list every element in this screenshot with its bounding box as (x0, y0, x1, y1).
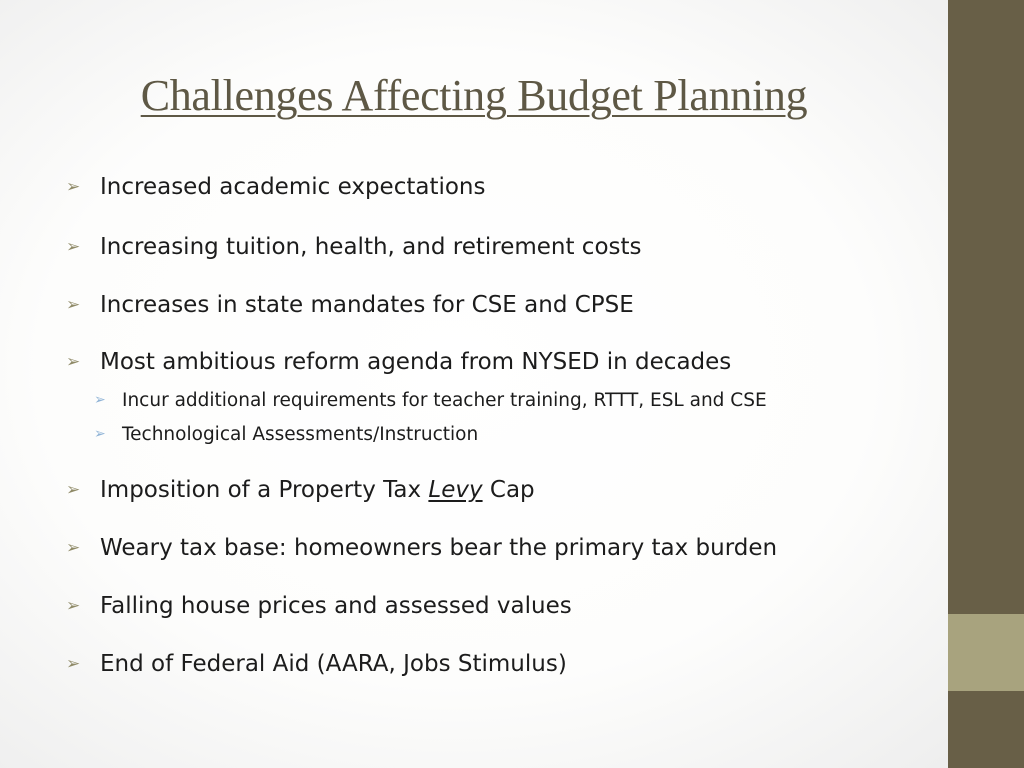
bullet-item (66, 531, 777, 565)
arrow-bullet-icon: ➢ (66, 177, 81, 197)
bullet-item (66, 345, 731, 379)
arrow-bullet-icon: ➢ (66, 237, 81, 257)
bullet-text: End of Federal Aid (AARA, Jobs Stimulus) (100, 651, 567, 677)
sidebar-accent-block (948, 614, 1024, 691)
bullet-item (66, 170, 486, 204)
bullet-item (66, 288, 634, 322)
arrow-bullet-icon: ➢ (66, 538, 81, 558)
bullet-text: Increasing tuition, health, and retirement costs (100, 234, 642, 260)
bullet-text-tail: Cap (482, 477, 535, 503)
bullet-item (66, 473, 535, 507)
levy-emphasis: Levy (428, 477, 483, 503)
sub-bullet-text: Incur additional requirements for teacher training, RTTT, ESL and CSE (122, 389, 767, 411)
bullet-text: Falling house prices and assessed values (100, 593, 572, 619)
bullet-text-lead: Imposition of a Property Tax (100, 477, 429, 503)
bullet-text: Weary tax base: homeowners bear the primary tax burden (100, 535, 778, 561)
slide-title: Challenges Affecting Budget Planning (140, 71, 808, 120)
bullet-text: Increased academic expectations (100, 174, 486, 200)
arrow-bullet-icon: ➢ (66, 295, 81, 315)
arrow-bullet-icon: ➢ (66, 480, 81, 500)
arrow-bullet-icon: ➢ (66, 596, 81, 616)
bullet-item (66, 647, 567, 681)
bullet-text: Most ambitious reform agenda from NYSED in decades (100, 349, 732, 375)
bullet-item (66, 589, 572, 623)
sub-bullet-item (94, 421, 478, 447)
arrow-bullet-icon: ➢ (66, 654, 81, 674)
bullet-text: Increases in state mandates for CSE and CPSE (100, 292, 634, 318)
arrow-sub-bullet-icon: ➢ (94, 426, 106, 442)
sub-bullet-item (94, 387, 767, 413)
decorative-sidebar (948, 0, 1024, 768)
bullet-text (100, 477, 535, 503)
arrow-sub-bullet-icon: ➢ (94, 392, 106, 408)
arrow-bullet-icon: ➢ (66, 352, 81, 372)
sub-bullet-text: Technological Assessments/Instruction (122, 423, 479, 445)
bullet-item (66, 230, 642, 264)
